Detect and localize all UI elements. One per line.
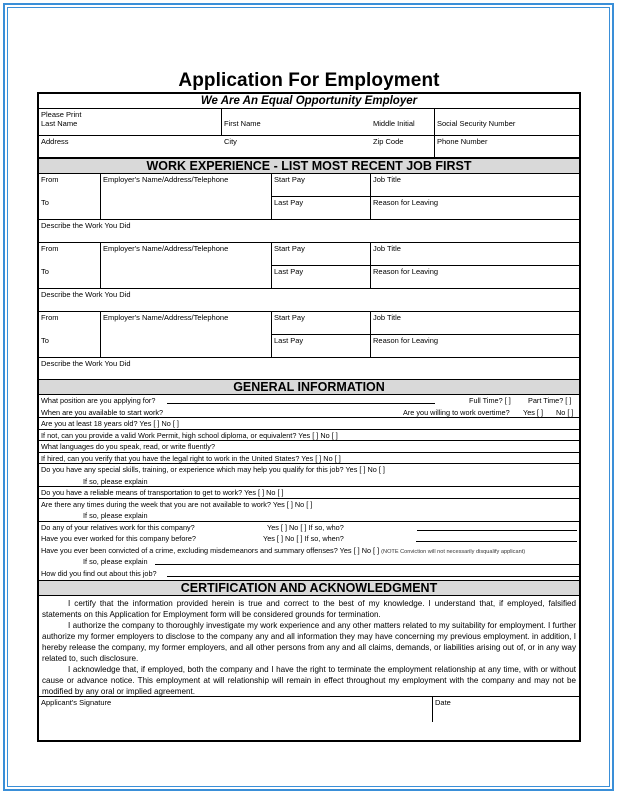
signature-field[interactable] [39,697,433,722]
first-name-label: First Name [224,119,261,128]
worked-when-input[interactable] [416,533,577,542]
from-label: From [41,175,59,184]
date-label: Date [435,697,451,707]
from-field[interactable] [39,312,100,335]
position-input[interactable] [167,395,435,404]
reason-label: Reason for Leaving [373,267,439,276]
start-pay-field[interactable] [272,174,370,197]
work-experience-header: WORK EXPERIENCE - LIST MOST RECENT JOB FIRST [39,158,579,174]
reason-label: Reason for Leaving [373,336,439,345]
city-field[interactable] [222,136,371,157]
describe-work-field[interactable] [39,220,579,242]
signature-label: Applicant's Signature [41,697,112,707]
full-time-checkbox[interactable]: Full Time? [ ] [469,396,511,405]
signature-row [39,697,579,722]
start-date-input[interactable] [179,407,389,416]
certification-paragraph: I certify that the information provided herein is true and correct to the best of my knowledge. I understand that, if employed, falsified statements on this Application for Employment form will be considered grounds for termination. [42,598,576,619]
application-form [37,92,581,742]
work-entry-1 [39,174,579,243]
employer-label: Employer's Name/Address/Telephone [103,244,229,253]
skills-explain-input[interactable] [155,476,579,485]
to-label: To [41,198,49,207]
availability-question: Are there any times during the week that you are not available to work? Yes [ ] No [ ] [41,499,313,509]
ssn-field[interactable] [435,109,579,135]
find-out-input[interactable] [167,568,579,577]
from-field[interactable] [39,174,100,197]
overtime-no-checkbox[interactable]: No [ ] [556,407,574,417]
employer-field[interactable] [101,174,272,219]
start-pay-field[interactable] [272,312,370,335]
to-field[interactable] [39,266,100,289]
employer-label: Employer's Name/Address/Telephone [103,175,229,184]
reason-field[interactable] [371,335,579,357]
age-question: Are you at least 18 years old? Yes [ ] No [ ] [39,418,579,430]
languages-question: What languages do you speak, read, or write fluently? [39,441,579,453]
address-row [39,136,579,158]
find-out-question: How did you find out about this job? [39,568,579,580]
relatives-who-input[interactable] [417,522,577,531]
general-information-header: GENERAL INFORMATION [39,379,579,395]
describe-work-label: Describe the Work You Did [41,290,131,299]
job-title-field[interactable] [371,312,579,335]
conviction-explain-input[interactable] [155,556,579,565]
from-label: From [41,244,59,253]
part-time-checkbox[interactable]: Part Time? [ ] [528,396,572,405]
last-pay-label: Last Pay [274,336,304,345]
to-field[interactable] [39,197,100,220]
middle-initial-label: Middle Initial [373,119,415,128]
address-field[interactable] [39,136,222,157]
phone-label: Phone Number [437,137,488,146]
certification-header: CERTIFICATION AND ACKNOWLEDGMENT [39,580,579,596]
first-name-field[interactable] [222,109,371,135]
certification-paragraph: I authorize the company to thoroughly investigate my work experience and any other matters related to my suitability for employment. I further authorize my former employers to disclose to the company any and all information they may have concerning my previous employment. in addition, I hereby release the company, my former employers, and all other persons from any and all claims, demands, or liabilities arising out of, or in any way related to, such disclosure. [42,620,576,663]
job-title-field[interactable] [371,243,579,266]
skills-question: Do you have any special skills, training, or experience which may help you qualify for this job? Yes [ ] No [ ] [41,465,385,474]
zip-label: Zip Code [373,137,404,146]
position-question: What position are you applying for? Full Time? [ ] Part Time? [ ] [41,396,572,405]
employer-field[interactable] [101,312,272,357]
please-print-label: Please Print [41,110,82,119]
reason-field[interactable] [371,197,579,219]
ssn-label: Social Security Number [437,119,516,128]
last-pay-field[interactable] [272,197,370,219]
middle-initial-field[interactable] [371,109,435,135]
employer-label: Employer's Name/Address/Telephone [103,313,229,322]
city-label: City [224,137,237,146]
reason-field[interactable] [371,266,579,288]
equal-opportunity-banner: We Are An Equal Opportunity Employer [39,94,579,109]
certification-text [39,596,579,697]
to-label: To [41,336,49,345]
from-label: From [41,313,59,322]
last-pay-label: Last Pay [274,198,304,207]
availability-explain: If so, please explain [39,510,579,522]
job-title-label: Job Title [373,313,401,322]
last-name-field[interactable] [39,109,222,135]
zip-field[interactable] [371,136,435,157]
describe-work-field[interactable] [39,358,579,379]
transport-question: Do you have a reliable means of transportation to get to work? Yes [ ] No [ ] [39,487,579,499]
employer-field[interactable] [101,243,272,288]
address-label: Address [41,137,69,146]
describe-work-label: Describe the Work You Did [41,359,131,368]
from-field[interactable] [39,243,100,266]
job-title-label: Job Title [373,244,401,253]
to-field[interactable] [39,335,100,358]
work-entry-2 [39,243,579,312]
start-pay-field[interactable] [272,243,370,266]
describe-work-label: Describe the Work You Did [41,221,131,230]
last-pay-field[interactable] [272,266,370,288]
date-field[interactable] [433,697,579,722]
relatives-question: Do any of your relatives work for this company? Yes [ ] No [ ] If so, who? [39,522,579,534]
to-label: To [41,267,49,276]
job-title-field[interactable] [371,174,579,197]
name-row [39,109,579,136]
start-pay-label: Start Pay [274,244,305,253]
phone-field[interactable] [435,136,579,157]
worked-before-question: Have you ever worked for this company before? Yes [ ] No [ ] If so, when? [39,533,579,545]
legal-right-question: If hired, can you verify that you have the legal right to work in the United States? Yes [ ] No [ ] [39,453,579,465]
conviction-explain: If so, please explain [39,556,579,568]
last-pay-label: Last Pay [274,267,304,276]
start-pay-label: Start Pay [274,313,305,322]
page-title: Application For Employment [178,70,440,91]
overtime-yes-checkbox[interactable]: Yes [ ] [523,407,544,417]
permit-question: If not, can you provide a valid Work Permit, high school diploma, or equivalent? Yes [ ] No [ ] [39,430,579,442]
describe-work-field[interactable] [39,289,579,311]
work-entry-3 [39,312,579,379]
last-pay-field[interactable] [272,335,370,357]
certification-paragraph: I acknowledge that, if employed, both the company and I have the right to terminate the employment relationship at any time, with or without cause or advance notice. This employment at will relationship will remain in effect throughout my employment with the company and may not be modified by any oral or implied agreement. [42,665,576,697]
job-title-label: Job Title [373,175,401,184]
skills-explain: If so, please explain [39,476,579,488]
start-date-question: When are you available to start work? Are you willing to work overtime? Yes [ ] No [ ] [39,407,579,419]
start-pay-label: Start Pay [274,175,305,184]
last-name-label: Last Name [41,119,78,128]
availability-explain-input[interactable] [155,510,579,519]
conviction-question: Have you ever been convicted of a crime, excluding misdemeanors and summary offenses? Yes [ ] No [ ] (NOTE Conviction will not necessarily disqualify applicant) [41,545,526,555]
reason-label: Reason for Leaving [373,198,439,207]
